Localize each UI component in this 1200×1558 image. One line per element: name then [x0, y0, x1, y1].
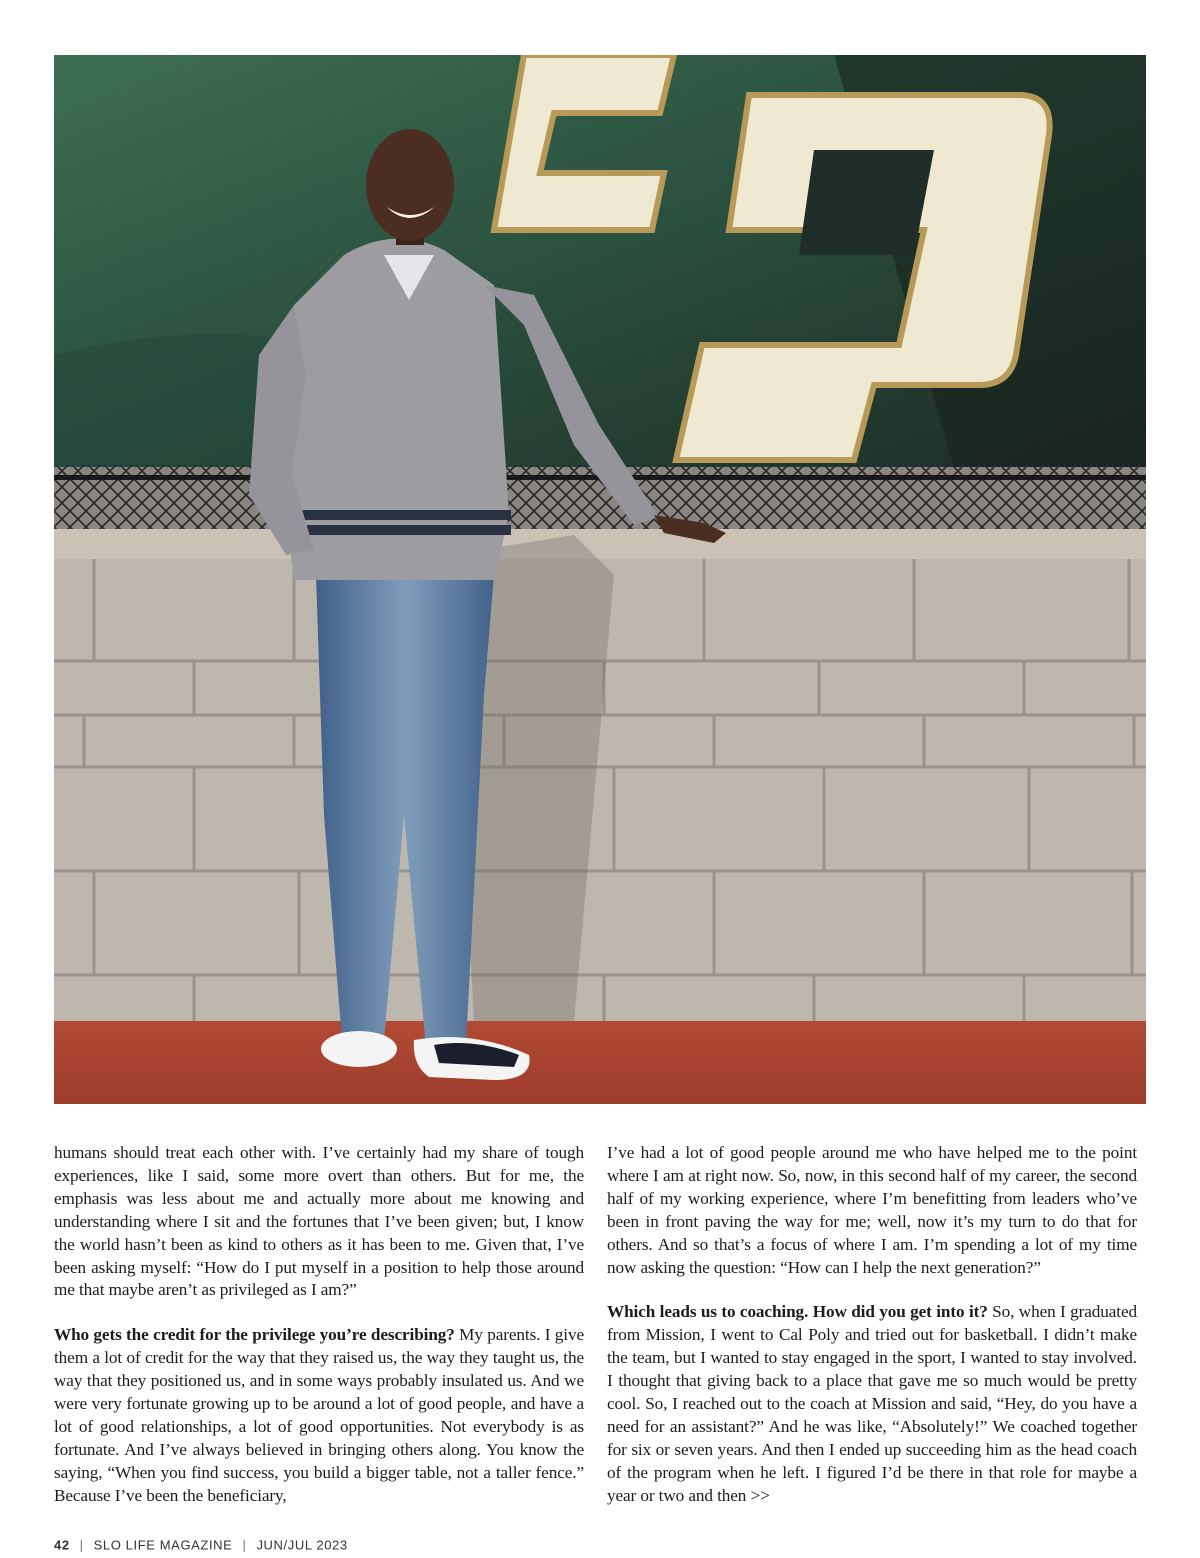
issue-date: JUN/JUL 2023 [256, 1537, 348, 1553]
paragraph [607, 1142, 1137, 1279]
paragraph-text: I’ve had a lot of good people around me who have helped me to the point where I am at right now. So, now, in this second half of my career, the second half of my working experience, where I’m benefitting from leaders who’ve been in front paving the way for me; well, now it’s my turn to do that for others. And so that’s a focus of where I am. I’m spending a lot of my time now asking the question: “How can I help the next generation?” [607, 1143, 1137, 1277]
feature-photo [54, 55, 1146, 1104]
page-footer [54, 1538, 348, 1553]
page-number: 42 [54, 1537, 70, 1553]
paragraph-text: humans should treat each other with. I’ve certainly had my share of tough experiences, like I said, some more overt than others. But for me, the emphasis was less about me and actually more about me knowing and understanding where I sit and the fortunes that I’ve been given; but, I know the world hasn’t been as kind to others as it has been to me. Given that, I’ve been asking myself: “How do I put myself in a position to help those around me that maybe aren’t as privileged as I am?” [54, 1143, 584, 1300]
running-track [54, 1021, 1146, 1104]
answer: So, when I graduated from Mission, I went to Cal Poly and tried out for basketball. I didn’t make the team, but I wanted to stay engaged in the sport, I wanted to stay involved. I thought that giving back to a place that gave me so much would be pretty cool. So, I reached out to the coach at Mission and said, “Hey, do you have a need for an assistant?” And he was like, “Absolutely!” We coached together for six or seven years. And then I ended up succeeding him as the head coach of the program when he left. I figured I’d be there in that role for maybe a year or two and then [607, 1302, 1137, 1505]
footer-separator: | [79, 1537, 84, 1553]
question: Who gets the credit for the privilege you’re describing? [54, 1325, 455, 1345]
footer-separator: | [242, 1537, 247, 1553]
question: Which leads us to coaching. How did you get into it? [607, 1302, 988, 1322]
article-column-left [54, 1142, 584, 1508]
paragraph [54, 1142, 584, 1302]
continued-marker: >> [746, 1485, 770, 1505]
wall-cap [54, 529, 1146, 559]
article-column-right [607, 1142, 1137, 1508]
photo-illustration [54, 55, 1146, 1104]
qa-paragraph [607, 1301, 1137, 1507]
answer: My parents. I give them a lot of credit for the way that they raised us, the way they taught us, the way that they positioned us, and in some ways probably insulated us. And we were very fortunate growing up to be around a lot of good people, and have a lot of good relationships, a lot of good opportunities. Not everybody is as fortunate. And I’ve always believed in bringing others along. You know the saying, “When you find success, you build a bigger table, not a taller fence.” Because I’ve been the beneficiary, [54, 1325, 584, 1505]
qa-paragraph [54, 1324, 584, 1507]
publication-name: SLO LIFE MAGAZINE [93, 1537, 233, 1553]
